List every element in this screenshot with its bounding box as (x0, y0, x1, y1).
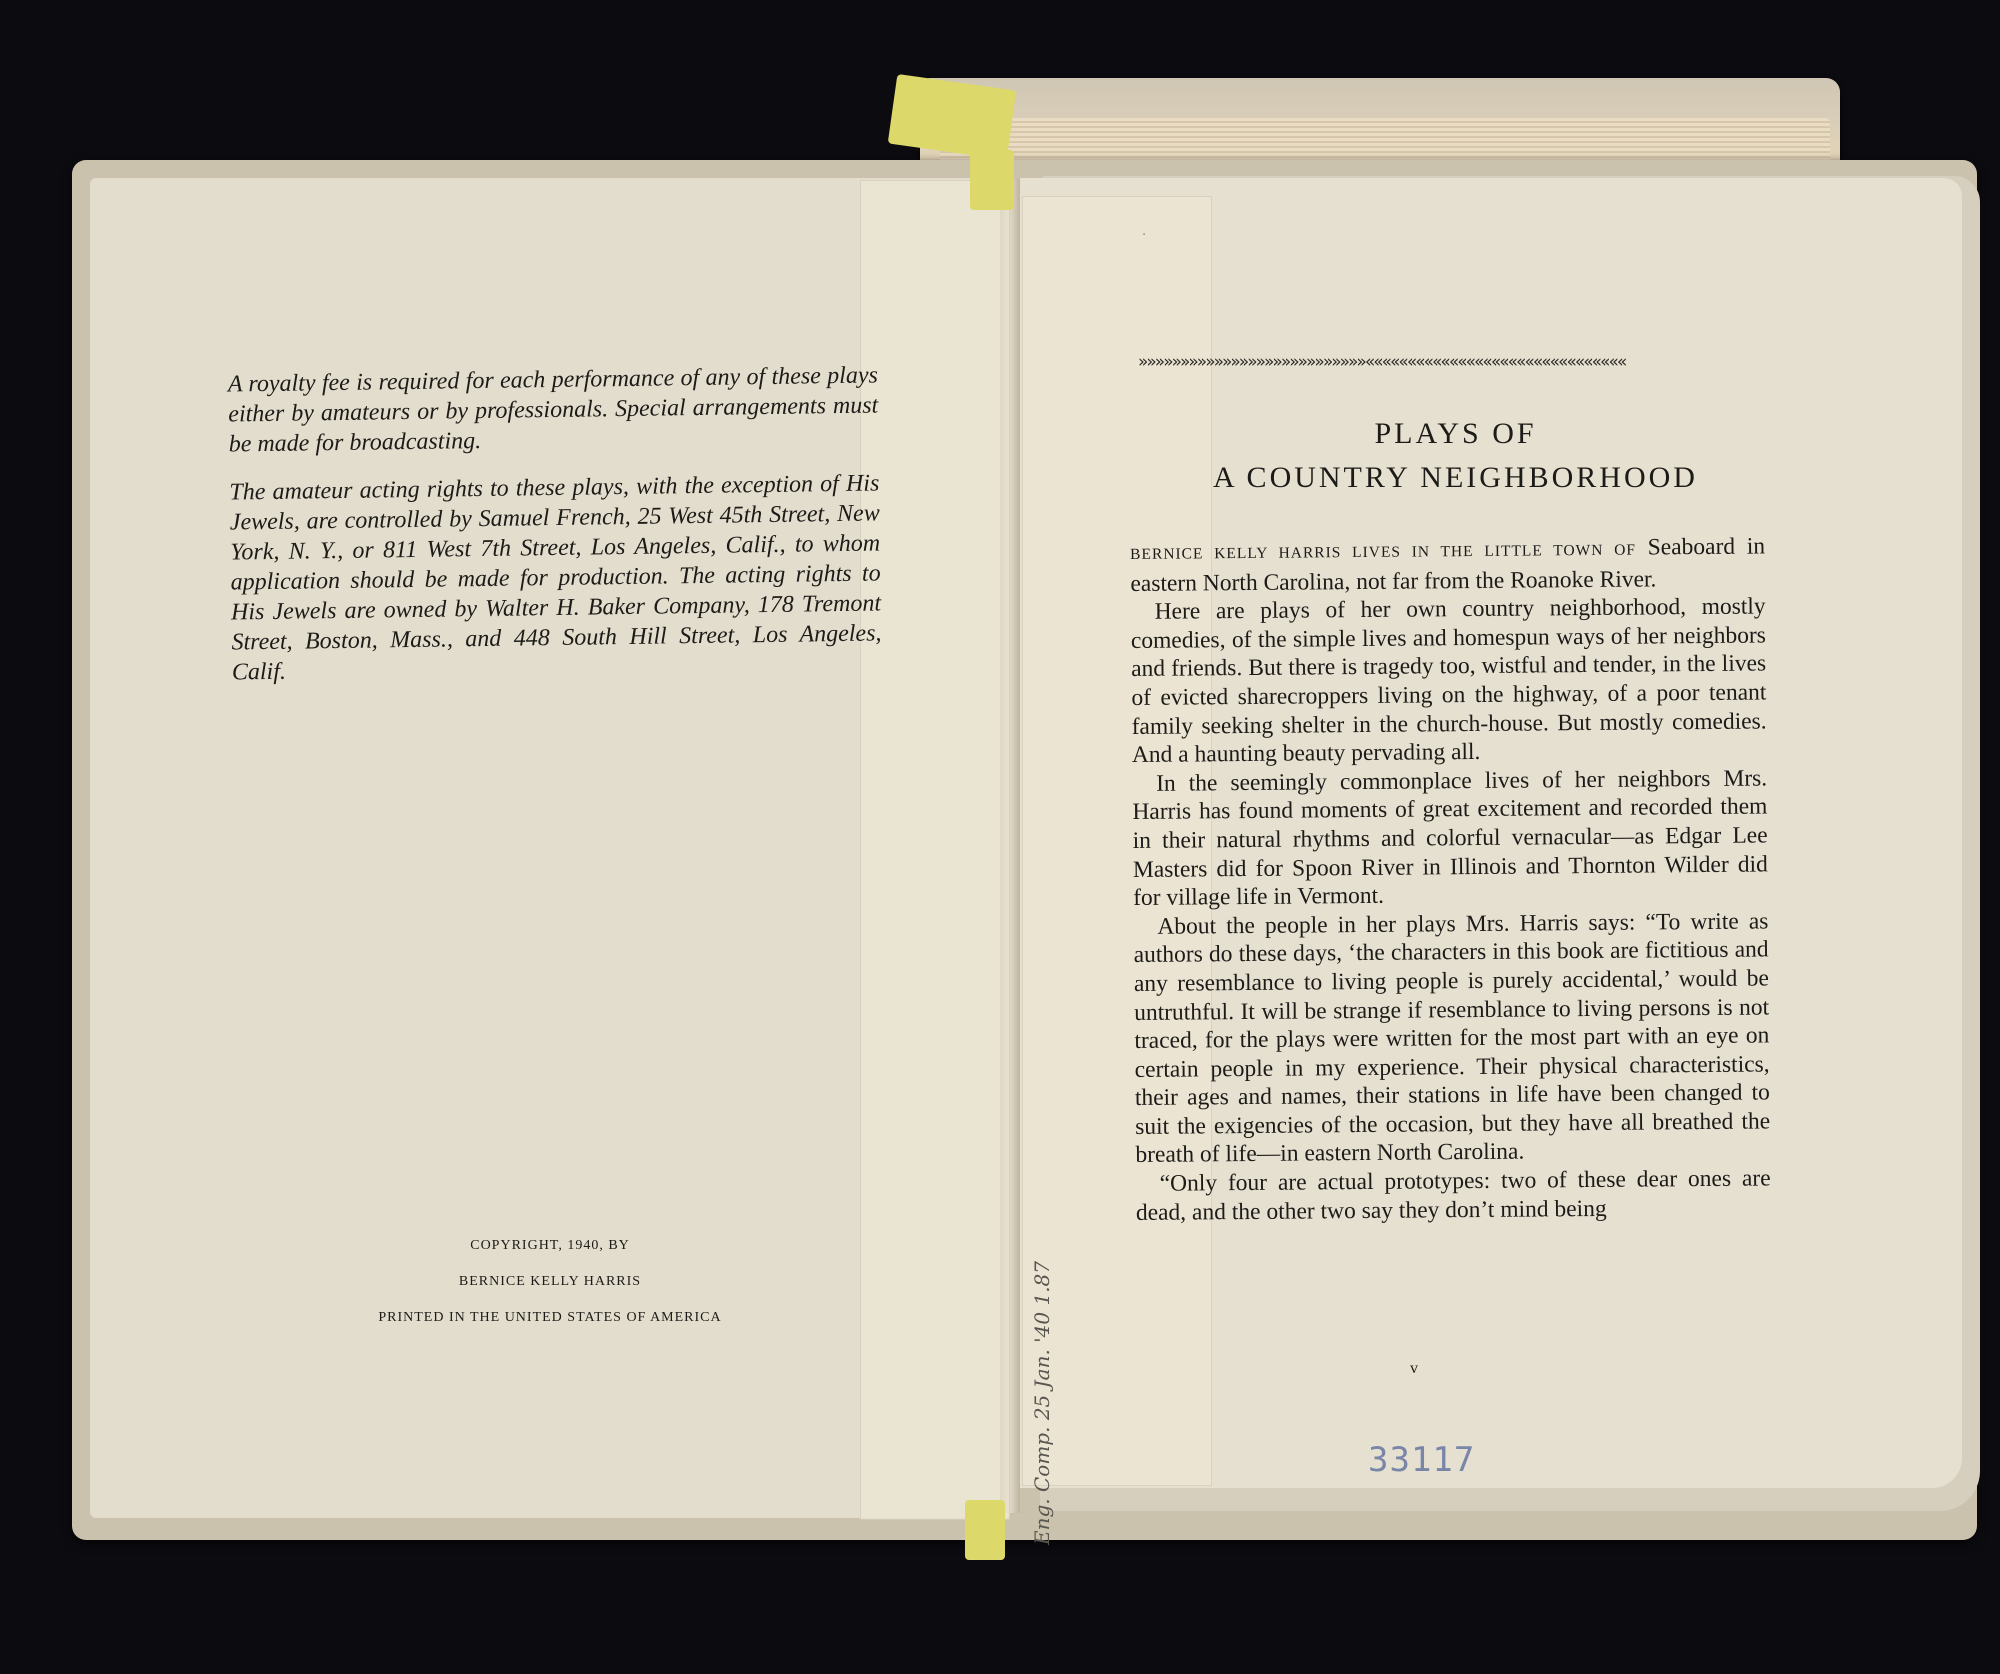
body-paragraph: Here are plays of her own country neighborhood, mostly comedies, of the simple lives and homespun ways of her neighbors and friends. But there is tragedy too, wistful and tender, in the lives of evicted sharecroppers living on the highway, of a poor tenant family seeking shelter in the church-house. But mostly comedies. And a haunting beauty pervading all. (1130, 593, 1767, 769)
printed-in-line: PRINTED IN THE UNITED STATES OF AMERICA (378, 1310, 722, 1325)
page-title (1138, 412, 1773, 500)
copyright-line: COPYRIGHT, 1940, BY (470, 1238, 630, 1253)
body-paragraph: “Only four are actual prototypes: two of these dear ones are dead, and the other two say they don’t mind being (1135, 1165, 1771, 1226)
acting-rights-paragraph: The amateur acting rights to these plays, with the exception of His Jewels, are controlled by Samuel French, 25 West 45th Street, New York, N. Y., or 811 West 7th Street, Los Angeles, Calif., to whom application should be made for production. The acting rights to His Jewels are owned by Walter H. Baker Company, 178 Tremont Street, Boston, Mass., and 448 South Hill Street, Los Angeles, Calif. (229, 470, 882, 686)
title-line-2: A COUNTRY NEIGHBORHOOD (1213, 461, 1698, 494)
royalty-paragraph: A royalty fee is required for each performance of any of these plays either by amateurs or by professionals. Special arrangements must be made for broadcasting. (227, 362, 879, 458)
yellow-tape-bottom (965, 1500, 1005, 1560)
copyright-notice (250, 1228, 850, 1336)
title-line-1: PLAYS OF (1374, 417, 1537, 450)
lead-paragraph (1130, 532, 1766, 598)
introduction-text (1130, 532, 1771, 1227)
pencil-mark: · (1142, 228, 1147, 243)
copyright-author-line: BERNICE KELLY HARRIS (458, 1274, 642, 1289)
body-paragraph: About the people in her plays Mrs. Harris says: “To write as authors do these days, ‘the characters in this book are fictitious and any resemblance to living people is purely accidental,’ would be untruthful. It will be strange if resemblance to living persons is not traced, for the plays were written for the most part with an eye on certain people in my experience. Their physical characteristics, their ages and names, their stations in life have been changed to suit the exigencies of the occasion, but they have all breathed the breath of life—in eastern North Carolina. (1133, 908, 1771, 1169)
tape-strip-left (860, 180, 1010, 1520)
page-number: v (1410, 1360, 1418, 1377)
ornament-rule: »»»»»»»»»»»»»»»»»»»»»»»»»»»««««««««««««««««««««««««««««««« (1138, 352, 1626, 372)
yellow-tape-spine (970, 150, 1014, 210)
handwritten-note: Eng. Comp. 25 Jan. '40 1.87 (1030, 1260, 1054, 1545)
rights-notice (228, 360, 883, 705)
lead-rest: Seaboard in eastern North Carolina, not far from the Roanoke River. (1130, 533, 1766, 597)
lead-smallcaps: BERNICE KELLY HARRIS LIVES IN THE LITTLE TOWN OF (1130, 541, 1637, 563)
accession-stamp: 33117 (1368, 1440, 1476, 1480)
body-paragraph: In the seemingly commonplace lives of her neighbors Mrs. Harris has found moments of great excitement and recorded them in their natural rhythms and colorful vernacular—as Edgar Lee Masters did for Spoon River in Illinois and Thornton Wilder did for village life in Vermont. (1132, 765, 1768, 912)
